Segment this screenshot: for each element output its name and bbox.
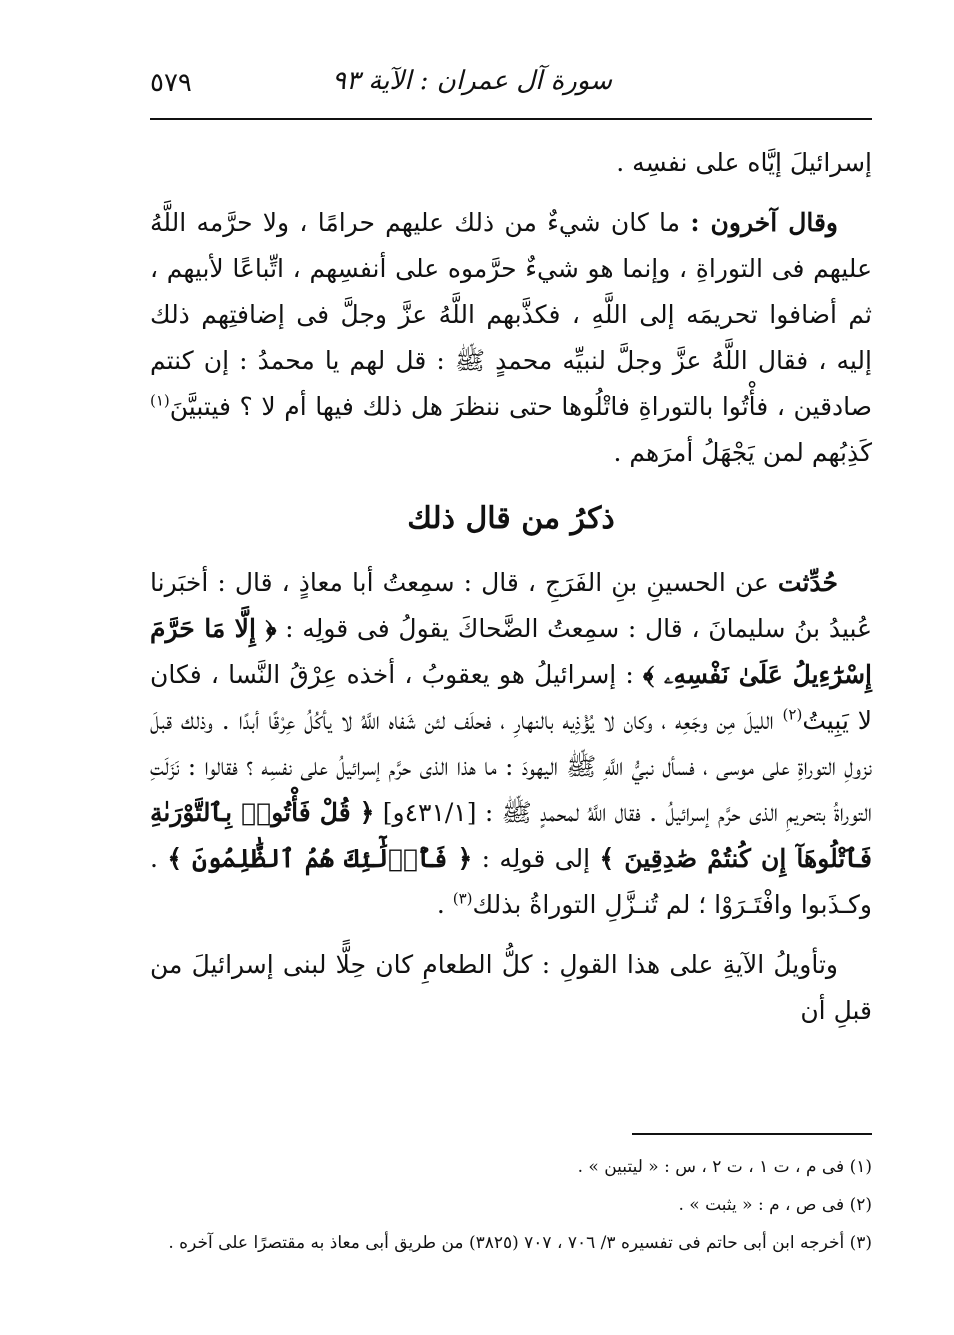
paragraph-3-text-d: إلى قولِه : [481, 844, 591, 873]
paragraph-3-end: . [436, 890, 445, 919]
section-heading: ذكرُ من قال ذلك [407, 501, 615, 536]
paragraph-2 [150, 200, 872, 476]
page-number: ٥٧٩ [150, 68, 192, 98]
header-rule [150, 118, 872, 120]
footnote-ref-2: (٢) [782, 705, 803, 724]
running-title: سورة آل عمران : الآية ٩٣ [332, 66, 612, 96]
footnote-3: (٣) أخرجه ابن أبى حاتم فى تفسيره ٣/ ٧٠٦ ، ٧٠٧ (٣٨٢٥) من طريق أبى معاذ به مقتصرًا على آخره . [168, 1233, 872, 1253]
paragraph-3-text-b: : إسرائيلُ هو يعقوبُ ، أخذه عِرْقُ النَّسا ، فكان لا يَبِيتُ [150, 660, 872, 735]
running-header [150, 58, 872, 112]
paragraph-4 [150, 942, 872, 1034]
quran-quote-3: ﴿ فَأُو۟لَٰٓئِكَ هُمُ ٱلظَّٰلِمُونَ ﴾ [167, 844, 473, 873]
footnote-rule [632, 1133, 872, 1135]
footnote-2: (٢) فى ص ، م : « يثبت » . [678, 1195, 872, 1215]
paragraph-4-text: وتأويلُ الآيةِ على هذا القولِ : كلُّ الطعامِ كان حِلًّا لبنى إسرائيلَ من قبلِ أن [150, 950, 872, 1025]
paragraph-1-text: إسرائيلَ إيَّاه على نفسِه . [616, 148, 872, 177]
footnotes [150, 1148, 872, 1262]
paragraph-2-lead: وقال آخرون : [690, 208, 839, 237]
paragraph-2-end: كَذِبُهم لمن يَجْهَلُ أمرَهم . [613, 438, 872, 467]
paragraph-3-text-c: الليلَ مِن وجَعِه ، وكان لا يُؤْذِيه بالنهارِ ، فحلَف لئن شَفاه اللَّهُ لا يأكُلُ عِرْقًا أبدًا . وذلك قبلَ نزولِ التوراةِ على موسى ، فسأل نبيُّ اللَّهِ ﷺ اليهودَ : ما هذا الذى حرَّم إسرائيلُ على نفسِه ؟ فقالوا : نَزَلَتِ التوراةُ بتحريمِ الذى حرَّم إسرائيلُ . فقال اللَّهُ لمحمدٍ ﷺ : [٤٣١/١و] [150, 706, 872, 827]
paragraph-1 [150, 140, 872, 186]
paragraph-2-text: ما كان شيءٌ من ذلك عليهم حرامًا ، ولا حرَّمه اللَّهُ عليهم فى التوراةِ ، وإنما هو شيءٌ حرَّموه على أنفسِهم ، اتِّباعًا لأبيهم ، ثم أضافوا تحريمَه إلى اللَّهِ ، فكذَّبهم اللَّهُ عزَّ وجلَّ فى إضافتِهم ذلك إليه ، فقال اللَّهُ عزَّ وجلَّ لنبيِّه محمدٍ ﷺ : قل لهم يا محمدُ : إن كنتم صادقين ، فأْتُوا بالتوراةِ فاتْلُوها حتى ننظرَ هل ذلك فيها أم لا ؟ فيتبيَّنَ [150, 208, 872, 421]
quran-quote-2: ﴿ قُلْ فَأْتُوا۟ بِٱلتَّوْرَىٰةِ فَٱتْلُوهَآ إِن كُنتُمْ صَٰدِقِينَ ﴾ [150, 798, 872, 873]
paragraph-3-text-e: . وكـذَبوا وافْتَـرَوْا ؛ لم تُنـزَّلِ التوراةُ بذلك [150, 844, 872, 919]
footnote-1: (١) فى م ، ت ١ ، ت ٢ ، س : « ليتبين » . [577, 1157, 872, 1177]
paragraph-3-lead: حُدِّثت [777, 568, 838, 597]
footnote-ref-3: (٣) [452, 889, 473, 908]
main-text [150, 140, 872, 1048]
paragraph-3 [150, 560, 872, 928]
quran-quote-1: ﴿ إِلَّا مَا حَرَّمَ إِسْرَٰٓءِيلُ عَلَىٰ نَفْسِهِۦ ﴾ [150, 614, 872, 689]
footnote-ref-1: (١) [150, 391, 170, 410]
paragraph-3-text-a: عن الحسينِ بنِ الفَرَجِ ، قال : سمِعتُ أبا معاذٍ ، قال : أخبَرنا عُبيدُ بنُ سليمانَ ، قال : سمِعتُ الضَّحاكَ يقولُ فى قولِه : [150, 568, 872, 643]
